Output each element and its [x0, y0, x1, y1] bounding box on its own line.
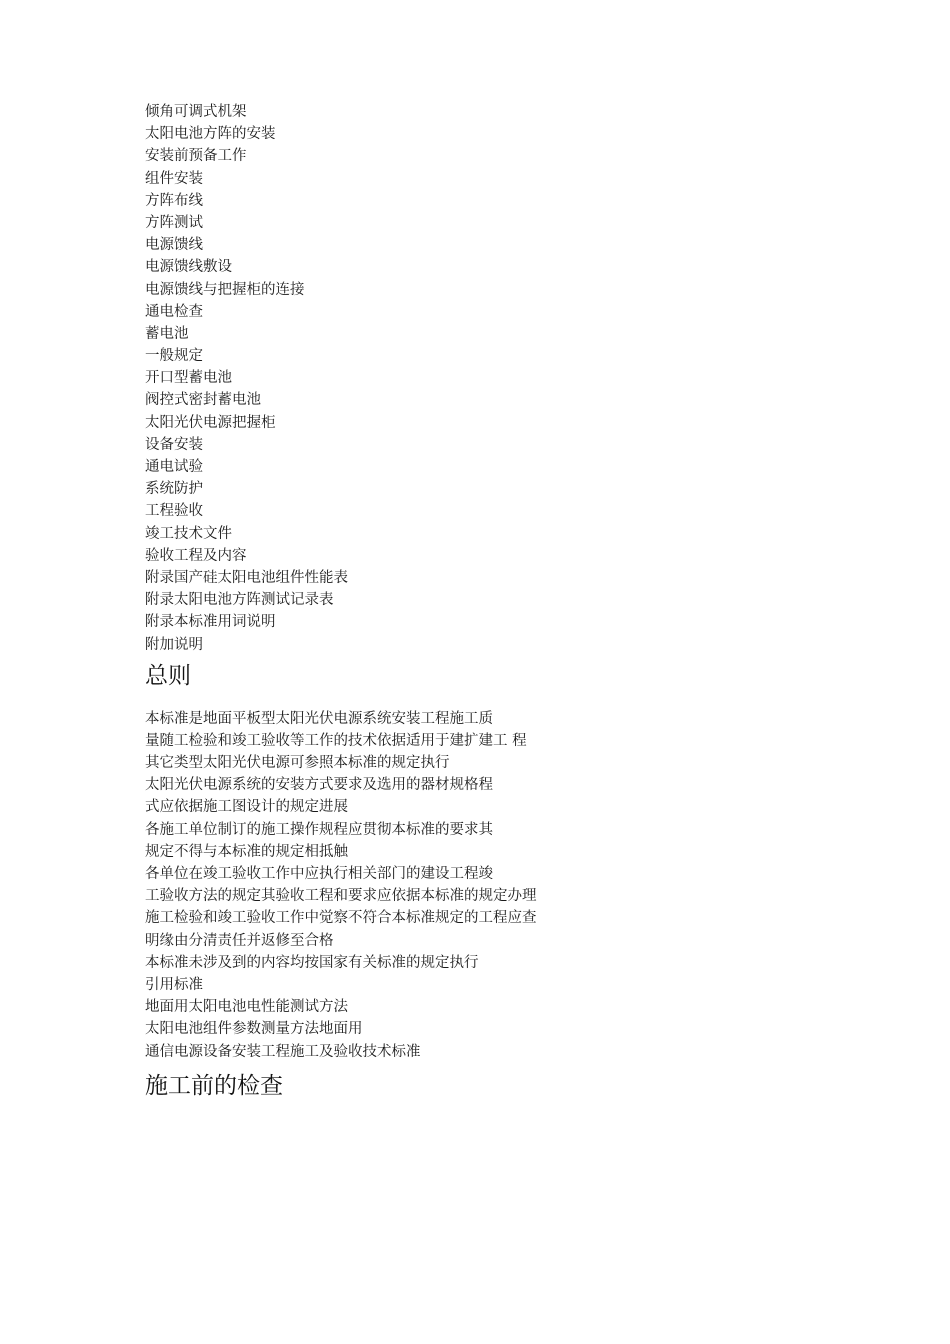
toc-item: 电源馈线敷设	[145, 259, 232, 276]
toc-item: 验收工程及内容	[145, 547, 247, 564]
paragraph-line: 太阳光伏电源系统的安装方式要求及选用的器材规格程	[145, 777, 493, 794]
paragraph-line: 量随工检验和竣工验收等工作的技术依据适用于建扩建工 程	[145, 732, 527, 749]
toc-item: 倾角可调式机架	[145, 104, 247, 120]
toc-item: 工程验收	[145, 503, 203, 520]
toc-item: 阀控式密封蓄电池	[145, 392, 261, 409]
paragraph-line: 其它类型太阳光伏电源可参照本标准的规定执行	[145, 755, 450, 772]
section-heading-general: 总则	[145, 662, 191, 689]
toc-item: 通电检查	[145, 303, 203, 320]
toc-item: 开口型蓄电池	[145, 370, 232, 387]
toc-item: 附加说明	[145, 636, 203, 653]
toc-item: 附录太阳电池方阵测试记录表	[145, 592, 334, 609]
toc-item: 通电试验	[145, 459, 203, 475]
paragraph-line: 明缘由分清责任并返修至合格	[145, 932, 334, 949]
paragraph-line: 各单位在竣工验收工作中应执行相关部门的建设工程竣	[145, 866, 493, 882]
paragraph-line: 工验收方法的规定其验收工程和要求应依据本标准的规定办理	[145, 888, 537, 905]
toc-item: 竣工技术文件	[145, 525, 232, 542]
table-of-contents	[145, 101, 845, 656]
toc-item: 太阳光伏电源把握柜	[145, 414, 276, 431]
toc-item: 附录国产硅太阳电池组件性能表	[145, 569, 348, 586]
paragraph-line: 引用标准	[145, 976, 203, 993]
paragraph-line: 通信电源设备安装工程施工及验收技术标准	[145, 1043, 421, 1060]
toc-item: 安装前预备工作	[145, 148, 247, 165]
paragraph-line: 本标准未涉及到的内容均按国家有关标准的规定执行	[145, 954, 479, 971]
paragraph-line: 施工检验和竣工验收工作中觉察不符合本标准规定的工程应查	[145, 910, 537, 927]
toc-item: 组件安装	[145, 170, 203, 187]
paragraph-line: 规定不得与本标准的规定相抵触	[145, 843, 348, 860]
page-content	[145, 101, 845, 1105]
paragraph-line: 各施工单位制订的施工操作规程应贯彻本标准的要求其	[145, 821, 493, 838]
paragraph-line: 地面用太阳电池电性能测试方法	[145, 999, 348, 1016]
toc-item: 电源馈线	[145, 237, 203, 254]
toc-item: 电源馈线与把握柜的连接	[145, 281, 305, 298]
section-heading-precheck: 施工前的检查	[145, 1072, 283, 1099]
paragraph-line: 本标准是地面平板型太阳光伏电源系统安装工程施工质	[145, 710, 493, 727]
toc-item: 一般规定	[145, 348, 203, 365]
section-general-body	[145, 708, 845, 1063]
paragraph-line: 太阳电池组件参数测量方法地面用	[145, 1021, 363, 1038]
toc-item: 设备安装	[145, 436, 203, 453]
toc-item: 系统防护	[145, 481, 203, 498]
toc-item: 太阳电池方阵的安装	[145, 126, 276, 143]
paragraph-line: 式应依据施工图设计的规定进展	[145, 799, 348, 816]
toc-item: 方阵测试	[145, 214, 203, 231]
toc-item: 附录本标准用词说明	[145, 614, 276, 631]
toc-item: 方阵布线	[145, 192, 203, 209]
toc-item: 蓄电池	[145, 325, 189, 342]
